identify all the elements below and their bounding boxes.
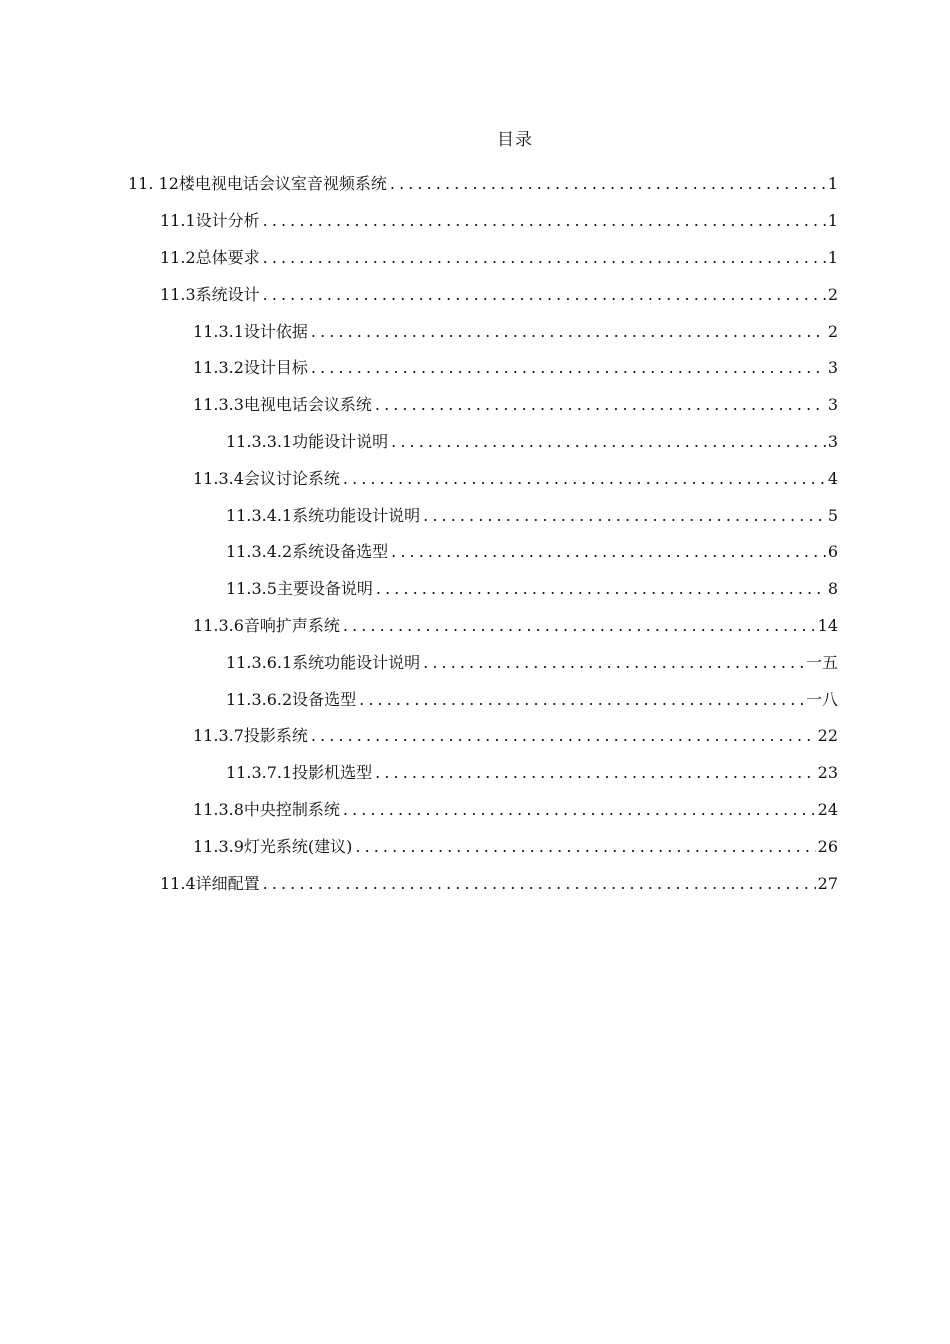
toc-entry[interactable] xyxy=(0,571,950,608)
toc-page-number: 3 xyxy=(827,395,838,415)
toc-page-number: 一五 xyxy=(805,652,838,672)
toc-entry[interactable] xyxy=(0,460,950,497)
toc-dot-leader xyxy=(391,540,826,564)
toc-dot-leader xyxy=(359,688,804,712)
toc-page-number: 1 xyxy=(827,174,838,194)
toc-entry[interactable] xyxy=(0,755,950,792)
toc-page-number: 6 xyxy=(827,542,838,562)
toc-page-number: 2 xyxy=(827,321,838,341)
toc-dot-leader xyxy=(343,467,826,491)
toc-entry[interactable] xyxy=(0,497,950,534)
toc-dot-leader xyxy=(311,356,826,380)
toc-dot-leader xyxy=(311,320,826,344)
toc-entry[interactable] xyxy=(0,828,950,865)
toc-page-number: 24 xyxy=(817,799,838,819)
toc-entry-text: 11.1设计分析 xyxy=(160,209,261,233)
toc-entry-text: 11.3.8中央控制系统 xyxy=(193,798,341,822)
toc-entry-text: 11.4详细配置 xyxy=(160,872,261,896)
toc-entry[interactable] xyxy=(0,681,950,718)
toc-entry-text: 11.3.1设计依据 xyxy=(193,320,309,344)
toc-dot-leader xyxy=(423,651,804,675)
table-of-contents xyxy=(0,166,950,902)
toc-entry[interactable] xyxy=(0,424,950,461)
toc-dot-leader xyxy=(311,724,816,748)
toc-entry-text: 11.3系统设计 xyxy=(160,283,261,307)
toc-entry[interactable] xyxy=(0,387,950,424)
toc-page-number: 2 xyxy=(827,284,838,304)
toc-entry[interactable] xyxy=(0,534,950,571)
toc-page-number: 14 xyxy=(817,615,838,635)
toc-dot-leader xyxy=(263,246,826,270)
toc-page-number: 1 xyxy=(827,211,838,231)
toc-entry-text: 11.3.7.1投影机选型 xyxy=(226,761,373,785)
toc-entry[interactable] xyxy=(0,644,950,681)
toc-page-number: 3 xyxy=(827,358,838,378)
toc-dot-leader xyxy=(263,872,816,896)
toc-entry-text: 11.3.4.1系统功能设计说明 xyxy=(226,504,421,528)
toc-entry[interactable] xyxy=(0,166,950,203)
toc-entry[interactable] xyxy=(0,718,950,755)
toc-entry-text: 11.3.3.1功能设计说明 xyxy=(226,430,389,454)
toc-page-number: 23 xyxy=(817,763,838,783)
toc-page-number: 22 xyxy=(817,726,838,746)
toc-entry[interactable] xyxy=(0,203,950,240)
toc-dot-leader xyxy=(343,614,816,638)
toc-entry-text: 11.2总体要求 xyxy=(160,246,261,270)
toc-entry-text: 11.3.7投影系统 xyxy=(193,724,309,748)
toc-entry-text: 11.3.6.1系统功能设计说明 xyxy=(226,651,421,675)
toc-dot-leader xyxy=(355,835,815,859)
toc-entry[interactable] xyxy=(0,792,950,829)
toc-page-number: 5 xyxy=(827,505,838,525)
toc-entry[interactable] xyxy=(0,350,950,387)
toc-entry-text: 11. 12楼电视电话会议室音视频系统 xyxy=(128,172,388,196)
toc-entry-text: 11.3.6音响扩声系统 xyxy=(193,614,341,638)
toc-page-number: 一八 xyxy=(805,689,838,709)
toc-entry[interactable] xyxy=(0,608,950,645)
toc-entry-text: 11.3.3电视电话会议系统 xyxy=(193,393,373,417)
toc-entry[interactable] xyxy=(0,313,950,350)
toc-page-number: 26 xyxy=(817,836,838,856)
toc-dot-leader xyxy=(343,798,816,822)
toc-entry[interactable] xyxy=(0,240,950,277)
toc-page-number: 1 xyxy=(827,247,838,267)
toc-dot-leader xyxy=(423,504,826,528)
toc-title: 目录 xyxy=(497,130,533,150)
toc-page-number: 8 xyxy=(827,579,838,599)
toc-entry-text: 11.3.4会议讨论系统 xyxy=(193,467,341,491)
toc-page-number: 3 xyxy=(827,431,838,451)
toc-dot-leader xyxy=(375,761,815,785)
toc-dot-leader xyxy=(263,209,826,233)
toc-dot-leader xyxy=(263,283,826,307)
toc-entry-text: 11.3.6.2设备选型 xyxy=(226,688,357,712)
toc-entry-text: 11.3.9灯光系统(建议) xyxy=(193,835,353,859)
toc-dot-leader xyxy=(376,577,826,601)
toc-dot-leader xyxy=(391,430,826,454)
toc-page-number: 4 xyxy=(827,468,838,488)
toc-dot-leader xyxy=(375,393,826,417)
toc-entry[interactable] xyxy=(0,865,950,902)
toc-entry-text: 11.3.5主要设备说明 xyxy=(226,577,374,601)
toc-page-number: 27 xyxy=(817,873,838,893)
toc-entry[interactable] xyxy=(0,276,950,313)
toc-dot-leader xyxy=(390,172,826,196)
toc-entry-text: 11.3.2设计目标 xyxy=(193,356,309,380)
toc-entry-text: 11.3.4.2系统设备选型 xyxy=(226,540,389,564)
